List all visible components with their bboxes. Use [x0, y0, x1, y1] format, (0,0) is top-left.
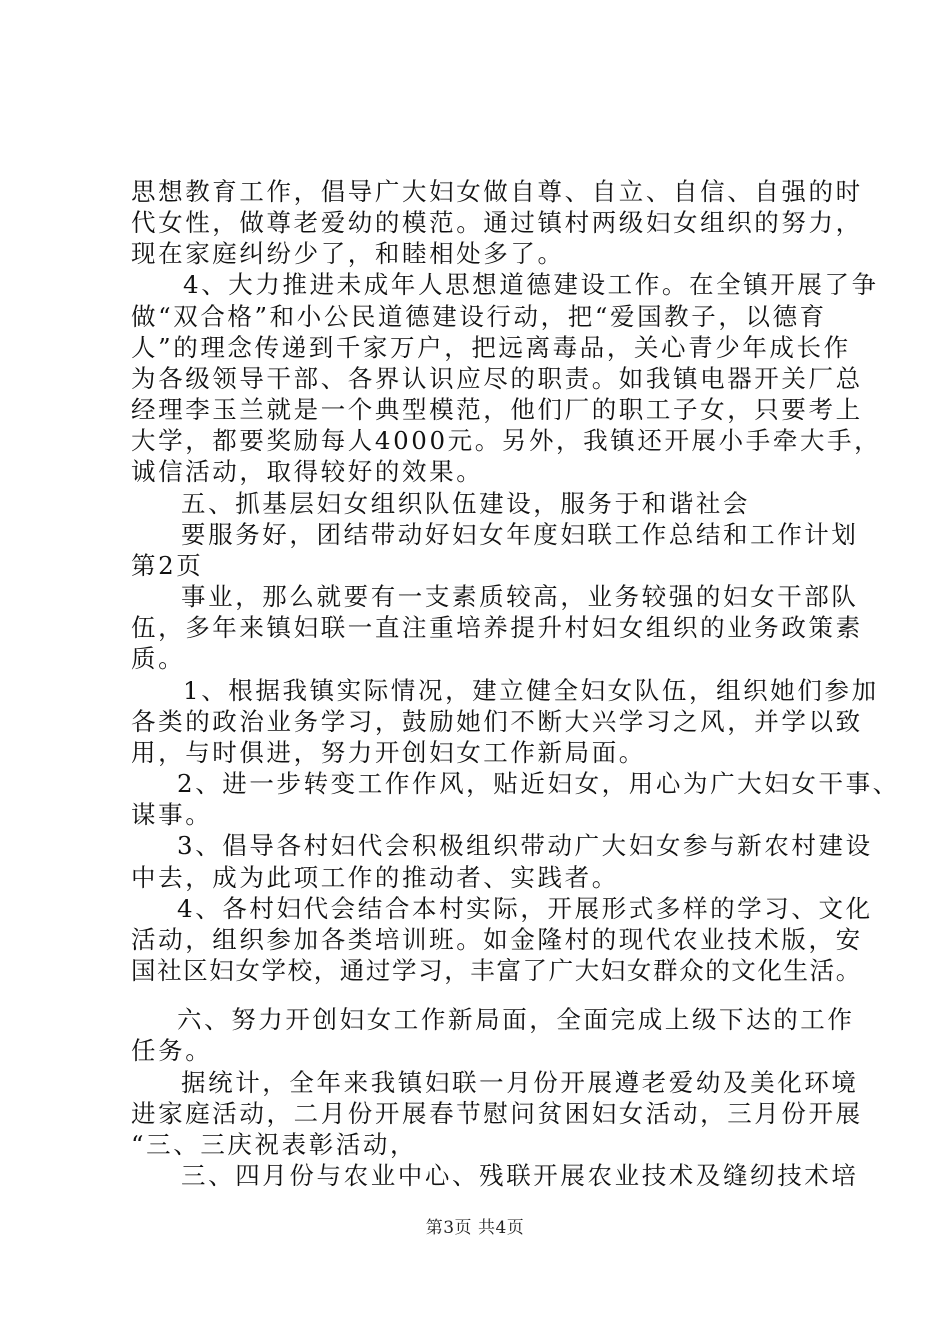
text-line: 现在家庭纠纷少了，和睦相处多了。 — [131, 239, 565, 269]
text-line: 伍，多年来镇妇联一直注重培养提升村妇女组织的业务政策素 — [131, 613, 863, 643]
page-footer — [0, 1213, 950, 1238]
text-line: 4、各村妇代会结合本村实际，开展形式多样的学习、文化 — [177, 893, 873, 923]
text-line: 事业，那么就要有一支素质较高，业务较强的妇女干部队 — [181, 582, 859, 612]
text-line: 进家庭活动，二月份开展春节慰问贫困妇女活动，三月份开展 — [131, 1098, 863, 1128]
text-line: 大学，都要奖励每人4000元。另外，我镇还开展小手牵大手， — [131, 426, 882, 456]
section-heading: 五、抓基层妇女组织队伍建设，服务于和谐社会 — [181, 488, 751, 518]
text-line: “三、三庆祝表彰活动， — [131, 1129, 418, 1159]
page-number-label: 第3页 共4页 — [425, 1218, 525, 1238]
text-line: 中去，成为此项工作的推动者、实践者。 — [131, 862, 619, 892]
text-line: 质。 — [131, 644, 186, 674]
text-line: 活动，组织参加各类培训班。如金隆村的现代农业技术版，安 — [131, 924, 863, 954]
text-line: 三、四月份与农业中心、残联开展农业技术及缝纫技术培 — [181, 1161, 859, 1190]
text-line: 3、倡导各村妇代会积极组织带动广大妇女参与新农村建设 — [177, 831, 873, 861]
text-line: 要服务好，团结带动好妇女年度妇联工作总结和工作计划 — [181, 519, 859, 549]
text-line: 经理李玉兰就是一个典型模范，他们厂的职工子女，只要考上 — [131, 395, 863, 425]
text-line: 国社区妇女学校，通过学习，丰富了广大妇女群众的文化生活。 — [131, 956, 862, 985]
text-line: 谋事。 — [131, 800, 213, 830]
text-line: 1、根据我镇实际情况，建立健全妇女队伍，组织她们参加 — [183, 675, 879, 705]
text-line: 用，与时俱进，努力开创妇女工作新局面。 — [131, 737, 646, 767]
text-line: 代女性，做尊老爱幼的模范。通过镇村两级妇女组织的努力， — [131, 208, 863, 238]
text-line: 思想教育工作，倡导广大妇女做自尊、自立、自信、自强的时 — [131, 177, 863, 206]
text-line: 诚信活动，取得较好的效果。 — [131, 457, 484, 487]
text-line: 人”的理念传递到千家万户，把远离毒品，关心青少年成长作 — [131, 332, 851, 362]
section-heading: 六、努力开创妇女工作新局面，全面完成上级下达的工作 — [177, 1005, 855, 1035]
text-line: 4、大力推进未成年人思想道德建设工作。在全镇开展了争 — [183, 270, 879, 300]
page-marker: 第2页 — [131, 550, 204, 580]
text-line: 任务。 — [131, 1036, 213, 1066]
text-line: 据统计，全年来我镇妇联一月份开展遵老爱幼及美化环境 — [181, 1067, 859, 1097]
text-line: 各类的政治业务学习，鼓励她们不断大兴学习之风，并学以致 — [131, 706, 863, 736]
text-line: 做“双合格”和小公民道德建设行动，把“爱国教子，以德育 — [131, 301, 827, 331]
text-line: 2、进一步转变工作作风，贴近妇女，用心为广大妇女干事、 — [177, 769, 900, 799]
text-line: 为各级领导干部、各界认识应尽的职责。如我镇电器开关厂总 — [131, 363, 863, 393]
